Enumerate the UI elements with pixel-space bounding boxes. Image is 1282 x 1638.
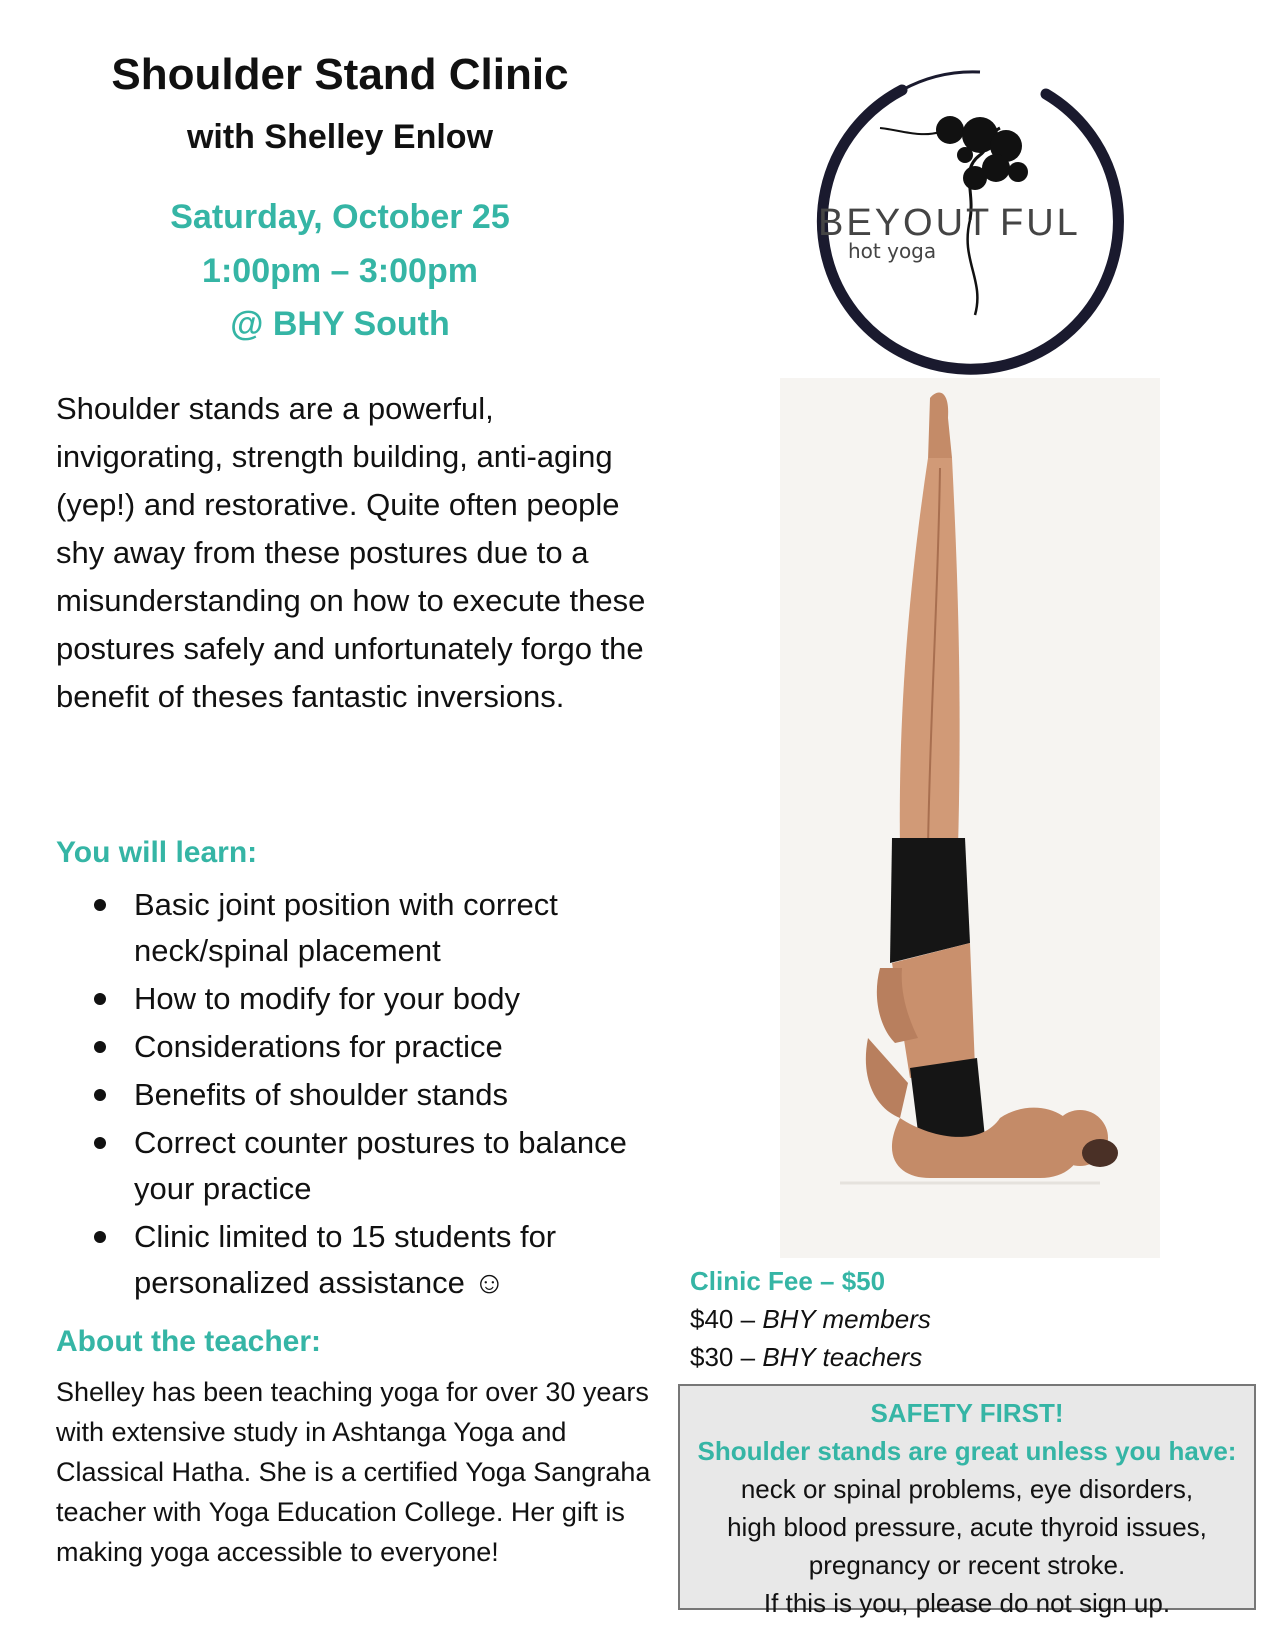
list-item: Considerations for practice [56,1024,656,1070]
about-paragraph: Shelley has been teaching yoga for over 30 years with extensive study in Ashtanga Yoga and Classical Hatha. She is a certified Yoga Sangraha teacher with Yoga Education College. Her gift is making yoga accessible to everyone! [56,1377,651,1567]
learn-list [56,882,656,1308]
safety-heading: SAFETY FIRST! [870,1398,1064,1428]
logo-tagline: hot yoga [848,239,937,263]
safety-line: high blood pressure, acute thyroid issues, [727,1512,1207,1542]
logo-word-1: BEYOUT [818,202,993,244]
member-price: $40 – [690,1304,756,1334]
safety-line: pregnancy or recent stroke. [808,1550,1126,1580]
safety-line: neck or spinal problems, eye disorders, [740,1474,1194,1504]
intro-paragraph: Shoulder stands are a powerful, invigorating, strength building, anti-aging (yep!) and restorative. Quite often people shy away from these postures due to a misunderstanding on how to execute these postures safely and unfortunately forgo the benefit of theses fantastic inversions. [56,391,646,714]
event-date: Saturday, October 25 [170,198,510,236]
list-item: How to modify for your body [56,976,656,1022]
list-item: Correct counter postures to balance your practice [56,1120,656,1212]
list-item: Clinic limited to 15 students for personalized assistance ☺ [56,1214,656,1306]
safety-line: If this is you, please do not sign up. [763,1588,1171,1618]
event-time: 1:00pm – 3:00pm [202,252,478,290]
learn-heading: You will learn: [56,836,258,869]
shoulder-stand-photo [780,378,1160,1258]
teacher-label: BHY teachers [762,1342,923,1372]
beyoutiful-logo [810,60,1130,380]
member-label: BHY members [762,1304,931,1334]
safety-subheading: Shoulder stands are great unless you have: [697,1436,1237,1466]
fee-member [690,1300,931,1338]
safety-box [678,1384,1256,1618]
list-item: Basic joint position with correct neck/spinal placement [56,882,656,974]
logo-word-2: FUL [1000,202,1081,244]
page-title: Shoulder Stand Clinic [111,50,569,99]
fee-title: Clinic Fee – $50 [690,1266,886,1296]
teacher-price: $30 – [690,1342,756,1372]
fee-block [690,1262,931,1376]
about-heading: About the teacher: [56,1325,322,1358]
event-location: @ BHY South [230,305,450,343]
list-item: Benefits of shoulder stands [56,1072,656,1118]
fee-teacher [690,1338,931,1376]
page-subtitle: with Shelley Enlow [186,118,494,156]
